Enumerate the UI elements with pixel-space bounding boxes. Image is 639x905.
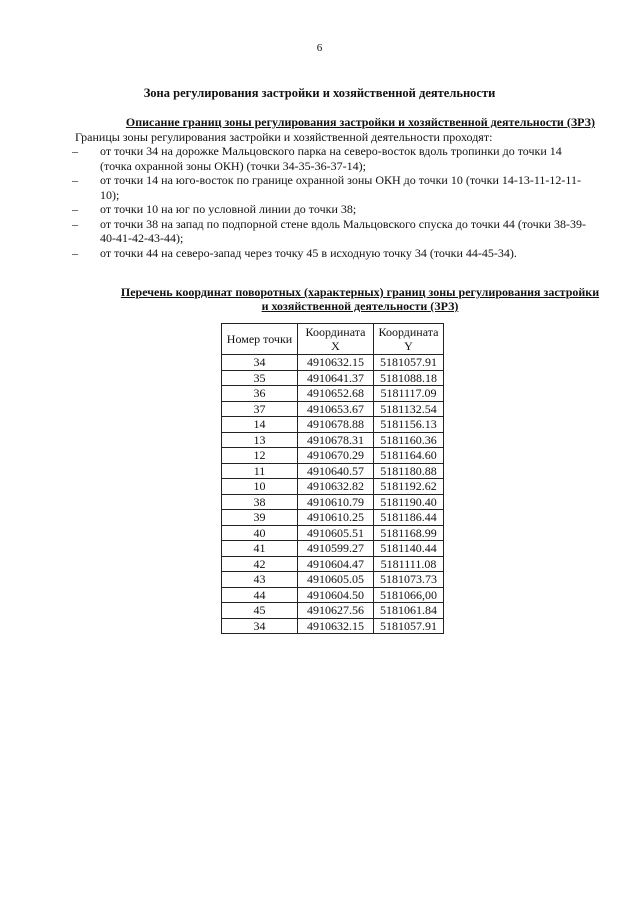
coordinate-y-cell: 5181061.84 — [374, 603, 444, 619]
coordinate-x-cell: 4910632.15 — [298, 618, 374, 634]
boundary-item — [72, 173, 595, 202]
point-number-cell: 14 — [222, 417, 298, 433]
coordinate-y-cell: 5181168.99 — [374, 525, 444, 541]
coordinate-x-cell: 4910605.51 — [298, 525, 374, 541]
coordinate-y-cell: 5181057.91 — [374, 355, 444, 371]
table-row — [222, 432, 444, 448]
point-number-cell: 36 — [222, 386, 298, 402]
header-coordinate-y: Координата Y — [374, 324, 444, 355]
table-row — [222, 417, 444, 433]
coordinate-y-cell: 5181186.44 — [374, 510, 444, 526]
coordinate-x-cell: 4910605.05 — [298, 572, 374, 588]
coordinate-x-cell: 4910632.82 — [298, 479, 374, 495]
table-header-row — [222, 324, 444, 355]
coordinate-y-cell: 5181156.13 — [374, 417, 444, 433]
coordinate-y-cell: 5181117.09 — [374, 386, 444, 402]
table-row — [222, 510, 444, 526]
coordinate-x-cell: 4910653.67 — [298, 401, 374, 417]
coordinate-y-cell: 5181180.88 — [374, 463, 444, 479]
point-number-cell: 40 — [222, 525, 298, 541]
table-row — [222, 603, 444, 619]
table-row — [222, 618, 444, 634]
boundary-item — [72, 245, 595, 261]
table-row — [222, 525, 444, 541]
coordinate-x-cell: 4910641.37 — [298, 370, 374, 386]
bullet-dash: – — [72, 202, 78, 216]
boundary-item-text: от точки 34 на дорожке Мальцовского парка на северо-восток вдоль тропинки до точки 14 (точка охранной зоны ОКН) (точки 34-35-36-37-14); — [100, 144, 562, 173]
description-intro: Границы зоны регулирования застройки и хозяйственной деятельности проходят: — [75, 129, 493, 144]
point-number-cell: 45 — [222, 603, 298, 619]
coordinate-x-cell: 4910610.25 — [298, 510, 374, 526]
point-number-cell: 41 — [222, 541, 298, 557]
table-row — [222, 463, 444, 479]
table-row — [222, 556, 444, 572]
point-number-cell: 11 — [222, 463, 298, 479]
coordinate-y-cell: 5181160.36 — [374, 432, 444, 448]
boundary-item — [72, 144, 595, 173]
coordinate-x-cell: 4910678.31 — [298, 432, 374, 448]
coordinate-x-cell: 4910627.56 — [298, 603, 374, 619]
coordinate-x-cell: 4910632.15 — [298, 355, 374, 371]
header-coordinate-x: Координата X — [298, 324, 374, 355]
boundary-item-text: от точки 14 на юго-восток по границе охранной зоны ОКН до точки 10 (точки 14-13-11-12-11-10); — [100, 173, 581, 202]
coordinate-x-cell: 4910604.50 — [298, 587, 374, 603]
point-number-cell: 42 — [222, 556, 298, 572]
point-number-cell: 43 — [222, 572, 298, 588]
table-row — [222, 401, 444, 417]
table-row — [222, 572, 444, 588]
coordinate-x-cell: 4910670.29 — [298, 448, 374, 464]
table-row — [222, 355, 444, 371]
point-number-cell: 39 — [222, 510, 298, 526]
boundary-list — [72, 144, 595, 260]
description-title: Описание границ зоны регулирования застройки и хозяйственной деятельности (ЗРЗ) — [125, 115, 595, 129]
point-number-cell: 10 — [222, 479, 298, 495]
coordinate-y-cell: 5181066,00 — [374, 587, 444, 603]
header-point-number: Номер точки — [222, 324, 298, 355]
coordinate-y-cell: 5181073.73 — [374, 572, 444, 588]
table-row — [222, 541, 444, 557]
boundary-description — [72, 115, 595, 260]
table-row — [222, 587, 444, 603]
coordinate-x-cell: 4910599.27 — [298, 541, 374, 557]
point-number-cell: 38 — [222, 494, 298, 510]
boundary-item — [72, 202, 595, 217]
boundary-item-text: от точки 10 на юг по условной линии до точки 38; — [100, 202, 357, 216]
coordinate-y-cell: 5181190.40 — [374, 494, 444, 510]
bullet-dash: – — [72, 173, 78, 187]
point-number-cell: 34 — [222, 618, 298, 634]
coordinate-x-cell: 4910604.47 — [298, 556, 374, 572]
coordinate-y-cell: 5181111.08 — [374, 556, 444, 572]
coordinate-y-cell: 5181164.60 — [374, 448, 444, 464]
bullet-dash: – — [72, 216, 78, 231]
point-number-cell: 44 — [222, 587, 298, 603]
coordinate-y-cell: 5181057.91 — [374, 618, 444, 634]
boundary-item-text: от точки 38 на запад по подпорной стене вдоль Мальцовского спуска до точки 44 (точки 38-39-40-41-42-43-44); — [100, 216, 586, 245]
boundary-item — [72, 216, 595, 246]
table-row — [222, 386, 444, 402]
point-number-cell: 13 — [222, 432, 298, 448]
table-row — [222, 479, 444, 495]
page-number: 6 — [316, 42, 323, 54]
point-number-cell: 35 — [222, 370, 298, 386]
table-row — [222, 494, 444, 510]
table-row — [222, 370, 444, 386]
point-number-cell: 37 — [222, 401, 298, 417]
table-row — [222, 448, 444, 464]
page-heading: Зона регулирования застройки и хозяйственной деятельности — [143, 86, 496, 100]
coordinates-list-title: Перечень координат поворотных (характерных) границ зоны регулирования застройки и хозяйственной деятельности (ЗРЗ) — [120, 285, 600, 313]
bullet-dash: – — [72, 144, 78, 158]
coordinate-x-cell: 4910652.68 — [298, 386, 374, 402]
coordinates-table-body — [222, 355, 444, 634]
boundary-item-text: от точки 44 на северо-запад через точку 45 в исходную точку 34 (точки 44-45-34). — [100, 245, 517, 260]
bullet-dash: – — [72, 245, 78, 260]
coordinate-y-cell: 5181088.18 — [374, 370, 444, 386]
coordinate-y-cell: 5181140.44 — [374, 541, 444, 557]
coordinates-table — [221, 323, 444, 634]
point-number-cell: 12 — [222, 448, 298, 464]
coordinate-x-cell: 4910610.79 — [298, 494, 374, 510]
coordinate-x-cell: 4910640.57 — [298, 463, 374, 479]
coordinate-y-cell: 5181192.62 — [374, 479, 444, 495]
coordinate-y-cell: 5181132.54 — [374, 401, 444, 417]
coordinate-x-cell: 4910678.88 — [298, 417, 374, 433]
point-number-cell: 34 — [222, 355, 298, 371]
